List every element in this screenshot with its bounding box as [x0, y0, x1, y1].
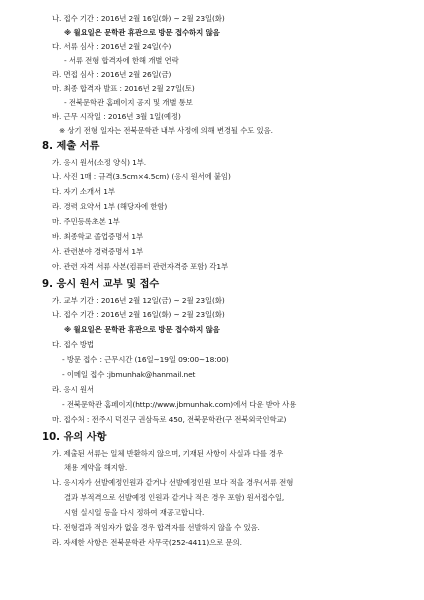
review-contact-note: - 서류 전형 합격자에 한해 개별 연락 — [64, 56, 179, 65]
distribution-period-line: 가. 교부 기간 : 2016년 2월 12일(금) ~ 2월 23일(화) — [52, 296, 225, 305]
note-item-re-announce: 나. 응시자가 선발예정인원과 같거나 선발예정인원 보다 적을 경우(서류 전형 — [52, 478, 294, 487]
doc-item-career-summary: 라. 경력 요약서 1부 (해당자에 한함) — [52, 202, 168, 211]
receipt-period-line: 나. 접수 기간 : 2016년 2월 16일(화) ~ 2월 23일(화) — [52, 310, 225, 319]
apply-period-line: 나. 접수 기간 : 2016년 2월 16일(화) ~ 2월 23일(화) — [52, 14, 225, 23]
announcement-method-note: - 전북문학관 홈페이지 공지 및 개별 통보 — [64, 98, 193, 107]
doc-item-resident-abstract: 마. 주민등록초본 1부 — [52, 217, 120, 226]
visit-receipt-note: - 방문 접수 : 근무시간 (16일~19일 09:00~18:00) — [62, 355, 229, 364]
schedule-change-note: ※ 상기 전형 일자는 전북문학관 내부 사정에 의해 변경될 수도 있음. — [59, 126, 273, 135]
doc-item-self-intro: 다. 자기 소개서 1부 — [52, 187, 115, 196]
start-date-line: 바. 근무 시작일 : 2016년 3월 1일(예정) — [52, 112, 181, 121]
document-review-line: 다. 서류 심사 : 2016년 2월 24일(수) — [52, 42, 172, 51]
email-receipt-note: - 이메일 접수 :jbmunhak@hanmail.net — [62, 370, 196, 379]
doc-item-graduation-cert: 바. 최종학교 졸업증명서 1부 — [52, 232, 144, 241]
doc-item-career-cert: 사. 관련분야 경력증명서 1부 — [52, 247, 144, 256]
section-heading-distribution: 9. 응시 원서 교부 및 접수 — [42, 279, 160, 290]
doc-item-qualification-copy: 아. 관련 자격 서류 사본(컴퓨터 관련자격증 포함) 각1부 — [52, 262, 228, 271]
note-item-no-selection: 다. 전형결과 적임자가 없을 경우 합격자를 선발하지 않을 수 있음. — [52, 523, 260, 532]
note-item-no-return: 가. 제출된 서류는 일체 반환하지 않으며, 기재된 사항이 사실과 다를 경우 — [52, 449, 284, 458]
final-announcement-line: 마. 최종 합격자 발표 : 2016년 2월 27일(토) — [52, 84, 195, 93]
receipt-method-line: 다. 접수 방법 — [52, 340, 94, 349]
application-form-line: 라. 응시 원서 — [52, 385, 94, 394]
interview-line: 라. 면접 심사 : 2016년 2월 26일(금) — [52, 70, 172, 79]
doc-item-photo: 나. 사진 1매 : 규격(3.5cm×4.5cm) (응시 원서에 붙임) — [52, 172, 231, 181]
notice-monday-closed: ※ 월요일은 문학관 휴관으로 방문 접수하지 않음 — [64, 28, 220, 37]
notice-monday-closed-2: ※ 월요일은 문학관 휴관으로 방문 접수하지 않음 — [64, 325, 220, 334]
receipt-location-line: 마. 접수처 : 전주시 덕진구 권삼득로 450, 전북문학관(구 전북외국인학교) — [52, 415, 287, 424]
doc-item-application: 가. 응시 원서(소정 양식) 1부. — [52, 158, 147, 167]
note-item-re-announce-cont-1: 결과 부적격으로 선발예정 인원과 같거나 적은 경우 포함) 원서접수일, — [64, 493, 285, 502]
note-item-re-announce-cont-2: 시험 실시일 등을 다시 정하여 재공고합니다. — [64, 508, 205, 517]
note-item-no-return-cont: 채용 계약을 해지함. — [64, 463, 128, 472]
note-item-contact: 라. 자세한 사항은 전북문학관 사무국(252-4411)으로 문의. — [52, 538, 242, 547]
section-heading-documents: 8. 제출 서류 — [42, 141, 100, 152]
form-download-note: - 전북문학관 홈페이지(http://www.jbmunhak.com)에서 다운 받아 사용 — [62, 400, 297, 409]
section-heading-notes: 10. 유의 사항 — [42, 432, 107, 443]
